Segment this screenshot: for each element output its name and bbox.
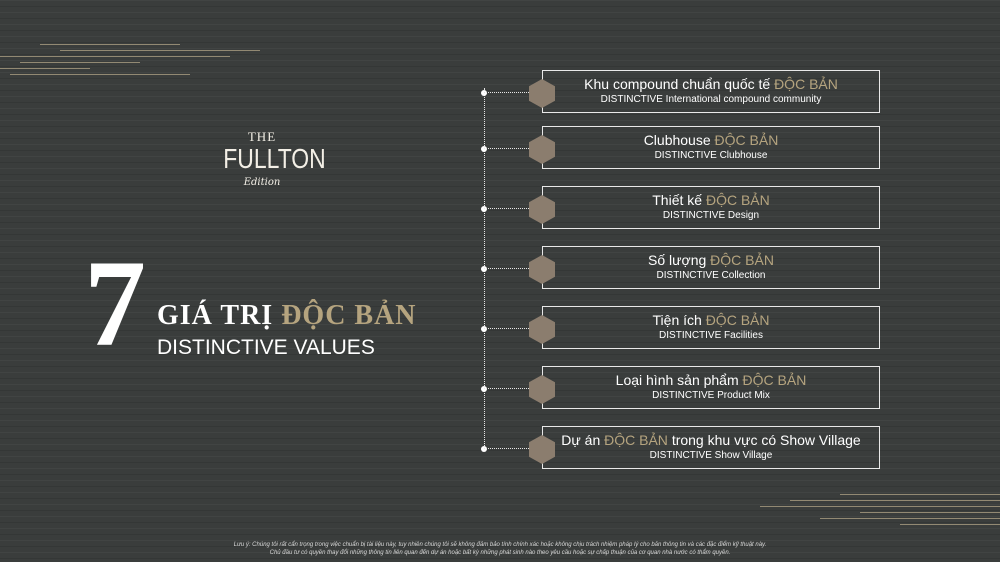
connector-line: [484, 328, 529, 329]
value-title: [543, 76, 879, 93]
value-title-accent: ĐỘC BẢN: [714, 132, 779, 148]
value-item: [484, 366, 884, 412]
value-title-accent: ĐỘC BẢN: [710, 252, 774, 268]
headline-subtitle: DISTINCTIVE VALUES: [157, 336, 375, 359]
connector-dot: [481, 146, 487, 152]
connector-line: [484, 268, 529, 269]
value-title-main: Loại hình sản phẩm: [615, 372, 739, 388]
value-title-accent: ĐỘC BẢN: [604, 432, 668, 448]
headline-number: 7: [84, 235, 146, 372]
value-title: [543, 252, 879, 269]
value-title-main: Thiết kế: [652, 192, 703, 208]
value-title-main: Dự án: [561, 432, 601, 448]
value-box: [542, 306, 880, 349]
connector-line: [484, 388, 529, 389]
value-title: [543, 372, 879, 389]
decorative-lines-bottom-right: [760, 494, 1000, 528]
connector-line: [484, 448, 529, 449]
connector-dot: [481, 326, 487, 332]
value-box: [542, 426, 880, 469]
value-item: [484, 246, 884, 292]
headline-title-main: GIÁ TRỊ: [157, 300, 274, 331]
value-subtitle: DISTINCTIVE Product Mix: [652, 390, 770, 401]
value-title: [543, 312, 879, 329]
value-title: [543, 432, 879, 449]
logo-name: FULLTON: [223, 143, 326, 174]
connector-dot: [481, 206, 487, 212]
value-subtitle: DISTINCTIVE Design: [662, 210, 760, 221]
value-box: [542, 126, 880, 169]
connector-line: [484, 92, 529, 93]
value-title-main: Tiện ích: [652, 312, 702, 328]
value-subtitle: DISTINCTIVE Facilities: [659, 330, 763, 341]
value-subtitle: DISTINCTIVE Collection: [656, 270, 766, 281]
decorative-lines-top-left: [0, 44, 260, 80]
value-title-main: Số lượng: [648, 252, 707, 268]
value-title: [543, 132, 879, 149]
headline-title-accent: ĐỘC BẢN: [281, 300, 417, 331]
value-box: [542, 70, 880, 113]
brand-logo: [212, 129, 326, 190]
connector-line: [484, 208, 529, 209]
value-title-accent: ĐỘC BẢN: [742, 372, 807, 388]
value-item: [484, 70, 884, 116]
connector-dot: [481, 90, 487, 96]
connector-dot: [481, 386, 487, 392]
value-title-accent: ĐỘC BẢN: [774, 76, 838, 92]
value-title-accent: ĐỘC BẢN: [705, 192, 770, 208]
value-title-accent: ĐỘC BẢN: [705, 312, 770, 328]
value-title-after: trong khu vực có Show Village: [671, 432, 861, 448]
value-item: [484, 426, 884, 472]
value-subtitle: DISTINCTIVE Clubhouse: [654, 150, 768, 161]
value-box: [542, 246, 880, 289]
value-subtitle: DISTINCTIVE Show Village: [649, 450, 773, 461]
value-box: [542, 366, 880, 409]
connector-dot: [481, 446, 487, 452]
value-title-main: Clubhouse: [643, 132, 711, 148]
connector-dot: [481, 266, 487, 272]
disclaimer-line-1: Lưu ý: Chúng tôi rất cẩn trọng trong việc chuẩn bị tài liệu này, tuy nhiên chúng tôi sẽ không đảm bảo tính chính xác hoặc không chịu trách nhiệm pháp lý cho bản thông tin và các đặc điểm kỹ thuật này.: [233, 542, 767, 548]
value-title-main: Khu compound chuẩn quốc tế: [584, 76, 771, 92]
value-item: [484, 306, 884, 352]
logo-edition: Edition: [243, 177, 281, 188]
value-subtitle: DISTINCTIVE International compound community: [600, 94, 822, 105]
value-item: [484, 126, 884, 172]
value-item: [484, 186, 884, 232]
value-box: [542, 186, 880, 229]
connector-line: [484, 148, 529, 149]
value-title: [543, 192, 879, 209]
disclaimer-line-2: Chủ đầu tư có quyền thay đổi những thông tin liên quan đến dự án hoặc bất kỳ những phát sinh nào theo yêu cầu hoặc sự chấp thuận của cơ quan nhà nước có thẩm quyền.: [269, 550, 731, 556]
logo-the: THE: [247, 129, 277, 144]
headline-title: [157, 300, 417, 332]
